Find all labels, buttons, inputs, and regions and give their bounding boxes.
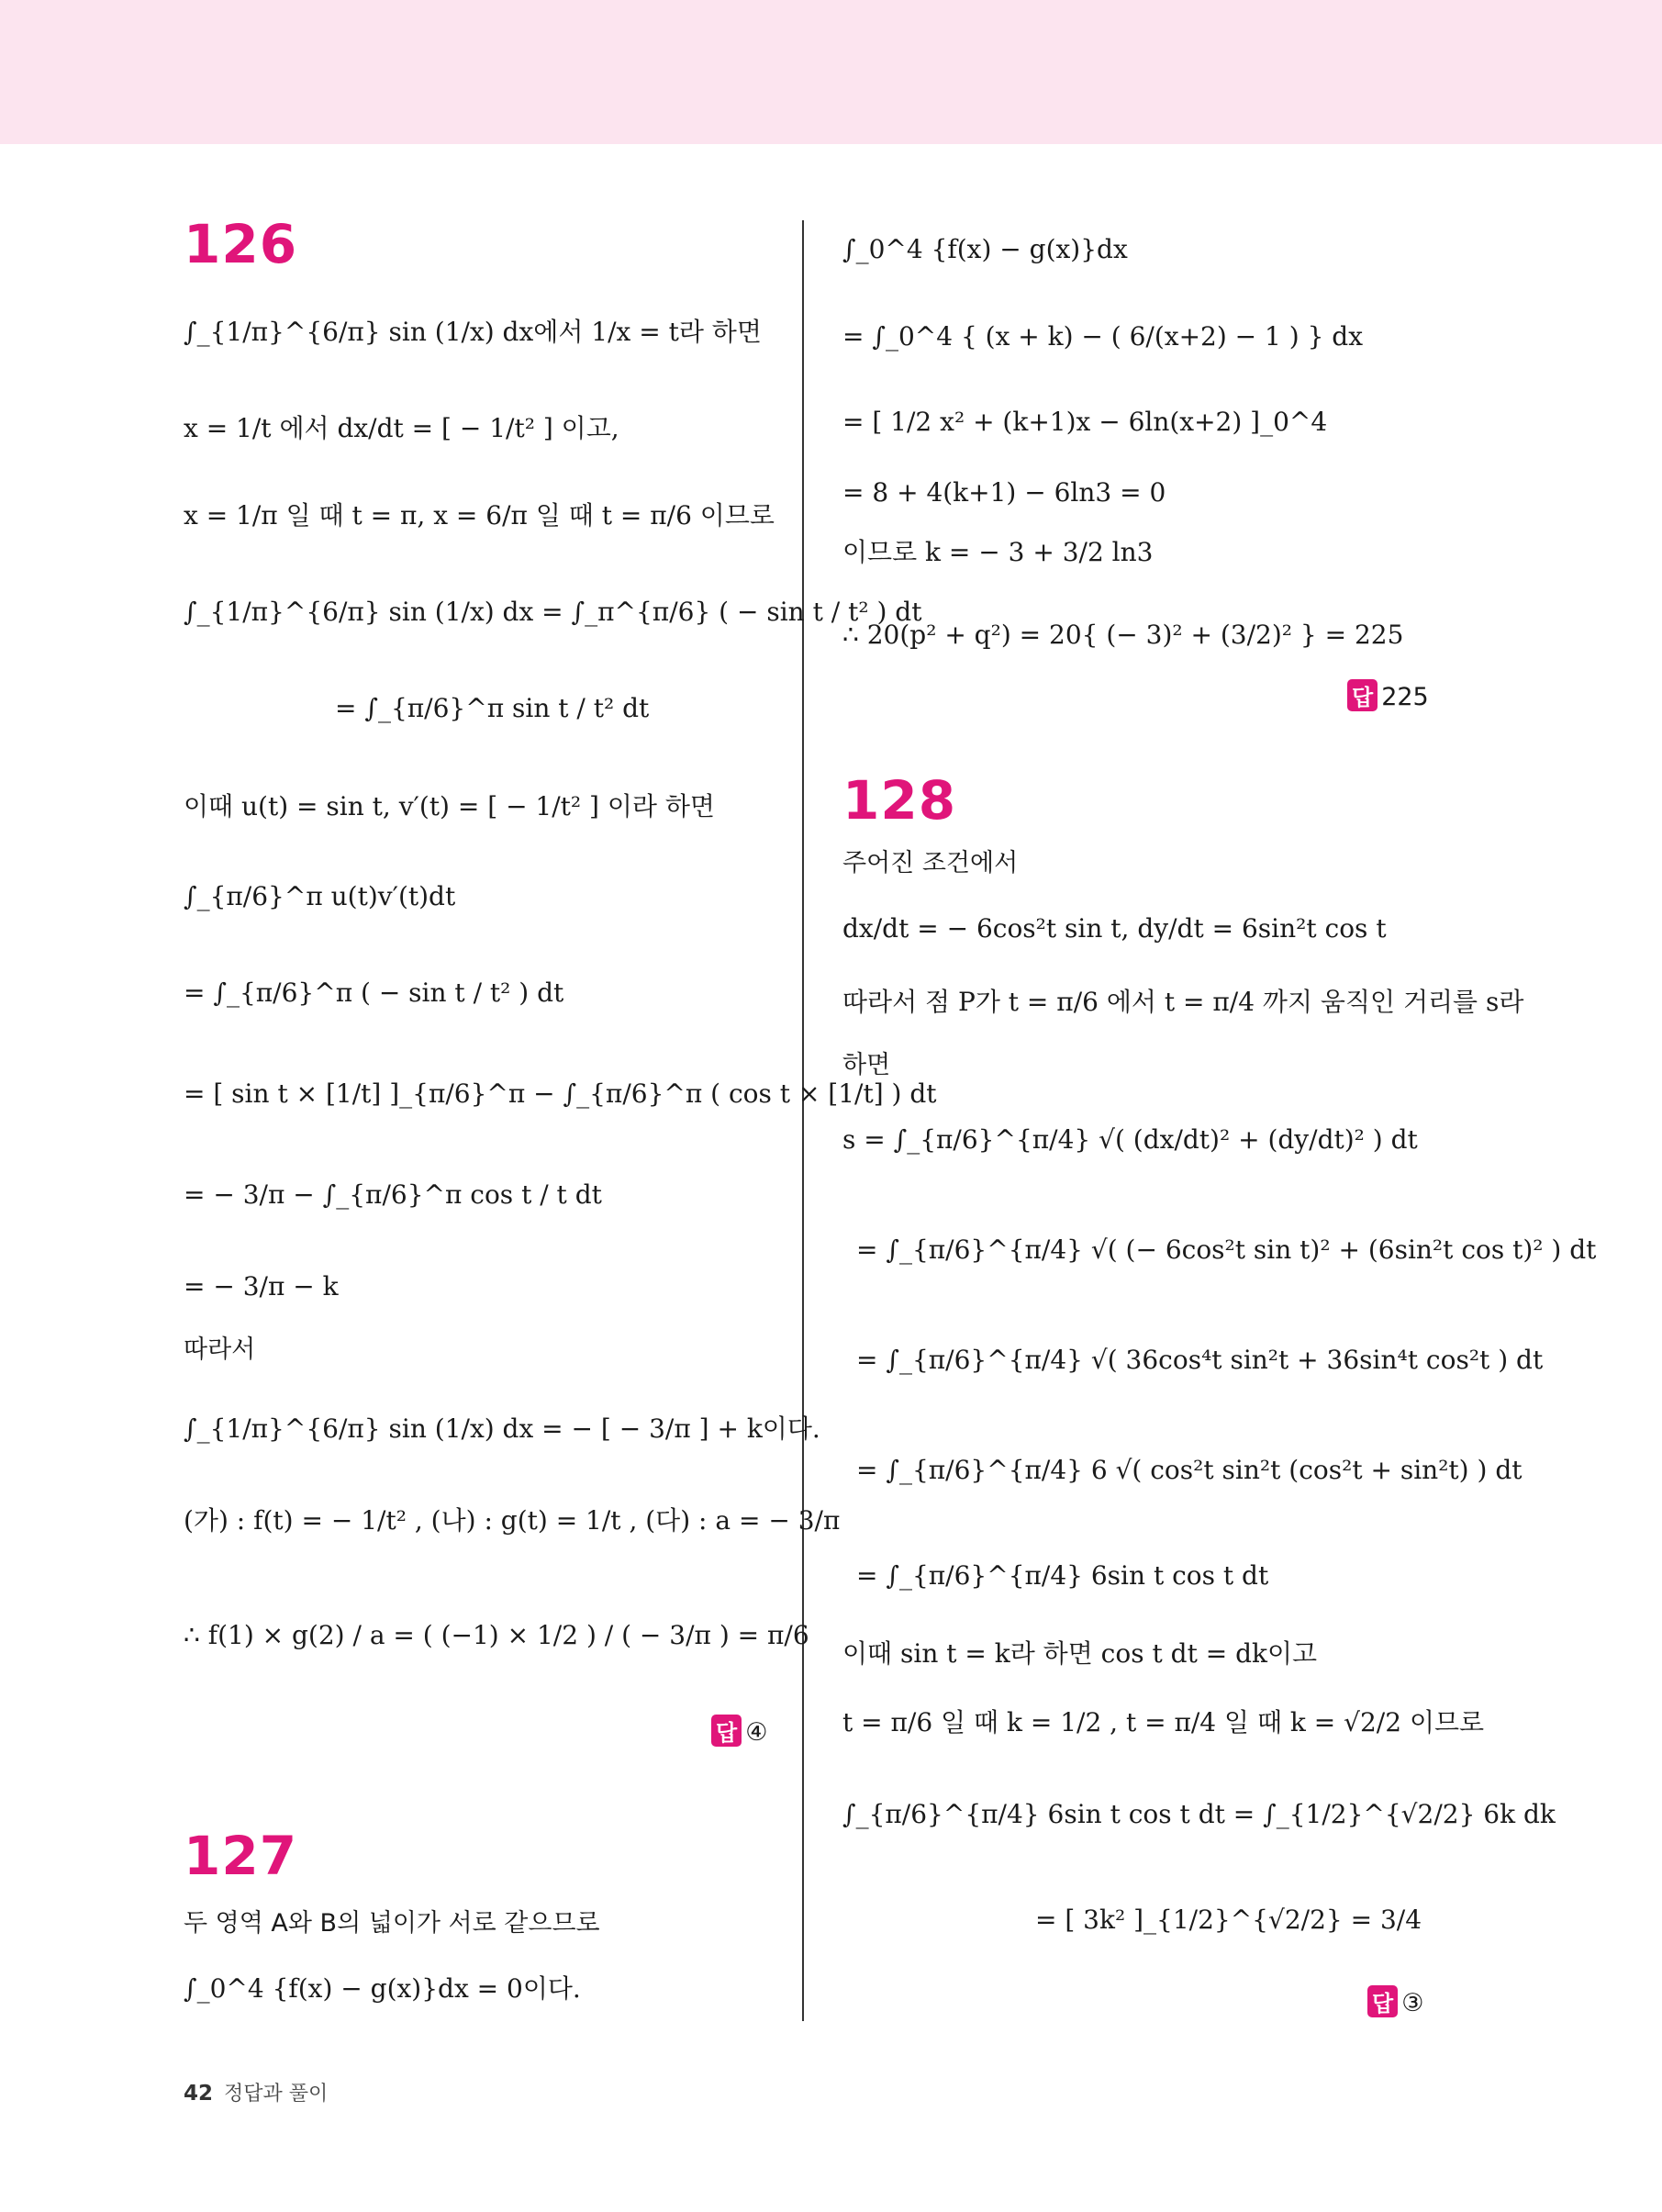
p128-line-10: 이때 sin t = k라 하면 cos t dt = dk이고: [842, 1638, 1318, 1669]
p128-answer-value: ③: [1401, 1989, 1424, 2017]
p127-line-3: ∫_0^4 {f(x) − g(x)}dx: [842, 234, 1128, 264]
p126-line-12: 따라서: [184, 1335, 256, 1364]
p126-line-13: ∫_{1/π}^{6/π} sin (1/x) dx = − [ − 3/π ] + k이다.: [184, 1413, 820, 1444]
answer-badge: 답: [1367, 1985, 1398, 2017]
p128-line-5: s = ∫_{π/6}^{π/4} √( (dx/dt)² + (dy/dt)² ) dt: [842, 1124, 1418, 1155]
p127-line-2: ∫_0^4 {f(x) − g(x)}dx = 0이다.: [184, 1973, 581, 2004]
page-number: 42: [184, 2082, 214, 2106]
p126-line-4: ∫_{1/π}^{6/π} sin (1/x) dx = ∫_π^{π/6} ( − sin t / t² ) dt: [184, 597, 922, 627]
p126-line-1: ∫_{1/π}^{6/π} sin (1/x) dx에서 1/x = t라 하면: [184, 317, 762, 347]
answer-badge: 답: [711, 1715, 742, 1747]
p126-answer: [711, 1715, 767, 1747]
p126-line-10: = − 3/π − ∫_{π/6}^π cos t / t dt: [184, 1179, 602, 1210]
p128-line-8: = ∫_{π/6}^{π/4} 6 √( cos²t sin²t (cos²t + sin²t) ) dt: [856, 1455, 1523, 1485]
page-footer: [184, 2078, 328, 2106]
section-title: 정답과 풀이: [224, 2083, 329, 2106]
p126-line-6: 이때 u(t) = sin t, v′(t) = [ − 1/t² ] 이라 하면: [184, 791, 715, 821]
p128-line-11: t = π/6 일 때 k = 1/2 , t = π/4 일 때 k = √2/2 이므로: [842, 1707, 1485, 1737]
p126-line-5: = ∫_{π/6}^π sin t / t² dt: [335, 693, 650, 723]
column-divider: [802, 220, 804, 2021]
p128-line-13: = [ 3k² ]_{1/2}^{√2/2} = 3/4: [1035, 1905, 1422, 1935]
p127-line-4: = ∫_0^4 { (x + k) − ( 6/(x+2) − 1 ) } dx: [842, 321, 1363, 352]
p127-line-5: = [ 1/2 x² + (k+1)x − 6ln(x+2) ]_0^4: [842, 407, 1328, 437]
p128-line-4: 하면: [842, 1051, 891, 1079]
problem-number-128: 128: [842, 769, 957, 832]
problem-number-127: 127: [184, 1825, 298, 1887]
p128-answer: [1367, 1985, 1423, 2017]
answer-badge: 답: [1347, 679, 1378, 711]
p127-line-8: ∴ 20(p² + q²) = 20{ (− 3)² + (3/2)² } = 225: [842, 620, 1404, 650]
p126-line-9: = [ sin t × [1/t] ]_{π/6}^π − ∫_{π/6}^π ( cos t × [1/t] ) dt: [184, 1078, 937, 1109]
p128-line-3: 따라서 점 P가 t = π/6 에서 t = π/4 까지 움직인 거리를 s라: [842, 987, 1524, 1017]
p127-line-1: 두 영역 A와 B의 넓이가 서로 같으므로: [184, 1909, 600, 1938]
p126-line-8: = ∫_{π/6}^π ( − sin t / t² ) dt: [184, 978, 564, 1008]
p127-answer-value: 225: [1381, 683, 1429, 711]
p128-line-9: = ∫_{π/6}^{π/4} 6sin t cos t dt: [856, 1560, 1269, 1591]
p128-line-6: = ∫_{π/6}^{π/4} √( (− 6cos²t sin t)² + (6sin²t cos t)² ) dt: [856, 1234, 1597, 1265]
problem-number-126: 126: [184, 213, 298, 275]
p126-line-14: (가) : f(t) = − 1/t² , (나) : g(t) = 1/t , (다) : a = − 3/π: [184, 1505, 841, 1536]
p126-line-11: = − 3/π − k: [184, 1271, 339, 1302]
p127-line-6: = 8 + 4(k+1) − 6ln3 = 0: [842, 477, 1166, 508]
p127-answer: [1347, 679, 1429, 711]
p126-line-15: ∴ f(1) × g(2) / a = ( (−1) × 1/2 ) / ( − 3/π ) = π/6: [184, 1620, 809, 1650]
p126-line-7: ∫_{π/6}^π u(t)v′(t)dt: [184, 881, 456, 911]
p126-answer-value: ④: [745, 1718, 768, 1747]
p128-line-7: = ∫_{π/6}^{π/4} √( 36cos⁴t sin²t + 36sin⁴t cos²t ) dt: [856, 1345, 1544, 1375]
p128-line-1: 주어진 조건에서: [842, 849, 1019, 877]
page-header-band: [0, 0, 1662, 144]
p128-line-2: dx/dt = − 6cos²t sin t, dy/dt = 6sin²t cos t: [842, 913, 1387, 944]
p127-line-7: 이므로 k = − 3 + 3/2 ln3: [842, 537, 1154, 567]
p126-line-2: x = 1/t 에서 dx/dt = [ − 1/t² ] 이고,: [184, 413, 619, 443]
p128-line-12: ∫_{π/6}^{π/4} 6sin t cos t dt = ∫_{1/2}^{√2/2} 6k dk: [842, 1799, 1556, 1829]
p126-line-3: x = 1/π 일 때 t = π, x = 6/π 일 때 t = π/6 이므로: [184, 500, 775, 531]
